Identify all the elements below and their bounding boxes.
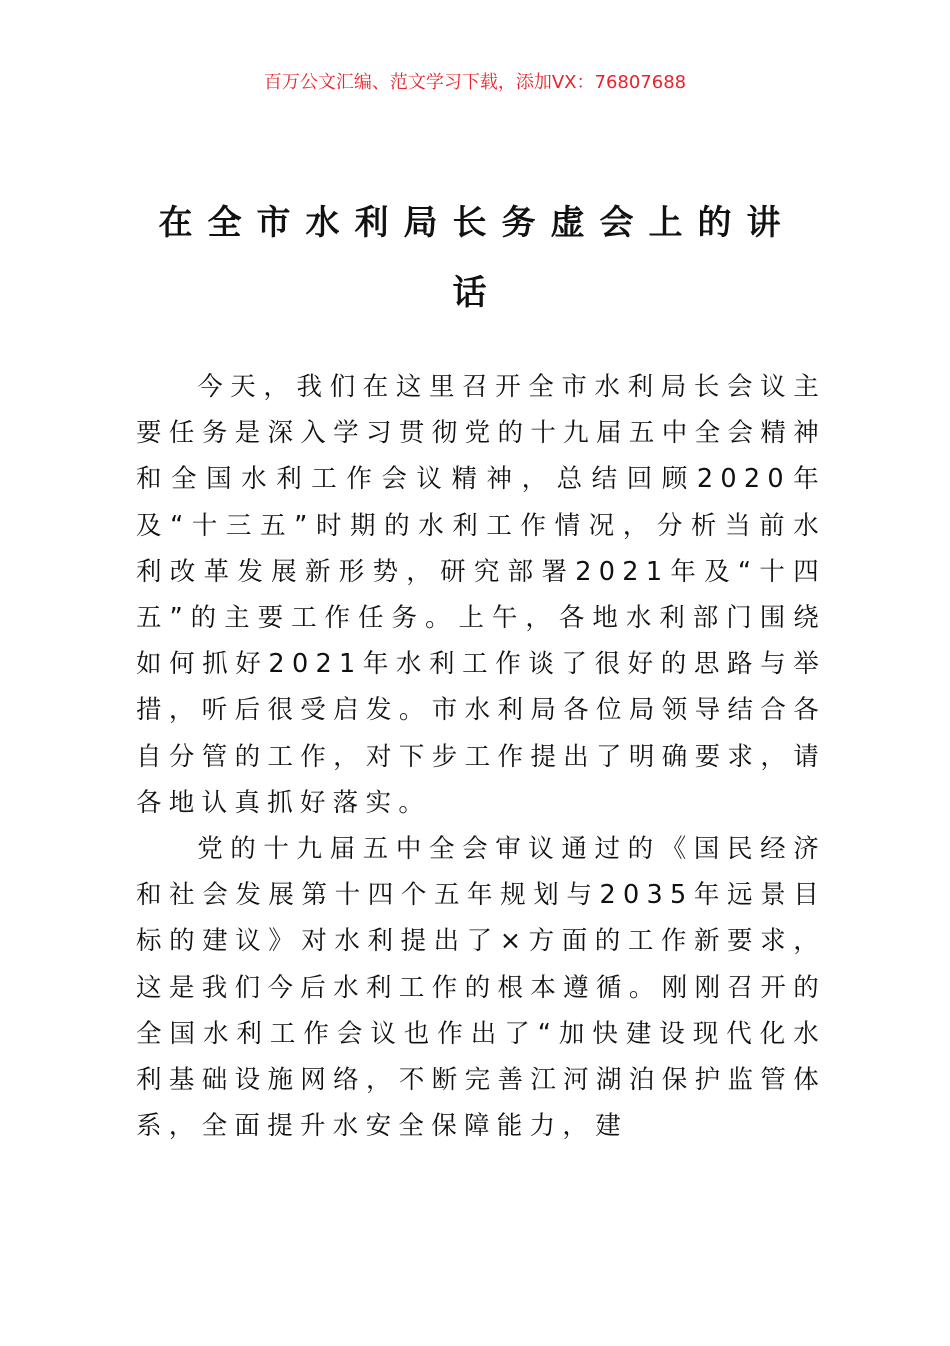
paragraph-1: 今天，我们在这里召开全市水利局长会议主要任务是深入学习贯彻党的十九届五中全会精神和全国水利工作会议精神，总结回顾2020年及“十三五”时期的水利工作情况，分析当前水利改革发展新形势，研究部署2021年及“十四五”的主要工作任务。上午，各地水利部门围绕如何抓好2021年水利工作谈了很好的思路与举措，听后很受启发。市水利局各位局领导结合各自分管的工作，对下步工作提出了明确要求，请各地认真抓好落实。 xyxy=(136,372,826,818)
document-body xyxy=(136,364,826,1149)
title-line-1: 在全市水利局长务虚会上的讲 xyxy=(158,203,796,243)
header-watermark-note: 百万公文汇编、范文学习下载，添加VX：76807688 xyxy=(263,72,687,93)
document-title xyxy=(132,188,822,328)
title-line-2: 话 xyxy=(452,273,502,313)
paragraph-2: 党的十九届五中全会审议通过的《国民经济和社会发展第十四个五年规划与2035年远景目标的建议》对水利提出了×方面的工作新要求，这是我们今后水利工作的根本遵循。刚刚召开的全国水利工作会议也作出了“加快建设现代化水利基础设施网络，不断完善江河湖泊保护监管体系，全面提升水安全保障能力，建 xyxy=(136,834,826,1142)
